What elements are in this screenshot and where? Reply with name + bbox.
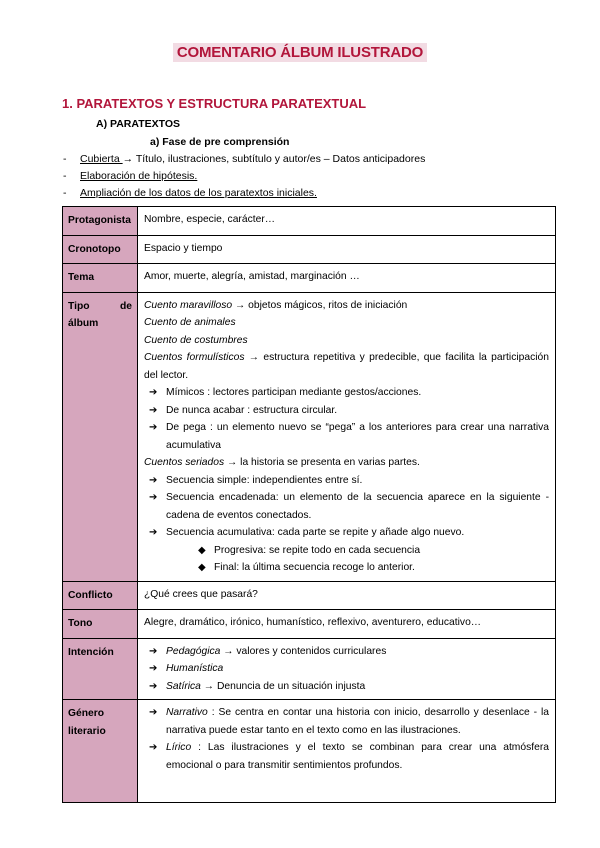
italic-term: Satírica xyxy=(166,680,201,692)
arrow-item xyxy=(144,643,549,661)
label-part: álbum xyxy=(68,318,99,329)
row-label xyxy=(63,700,138,803)
table-row xyxy=(63,207,556,236)
arrow-item: ➔ Secuencia simple: independientes entre sí. xyxy=(144,472,549,490)
bullet-item: - Ampliación de los datos de los paratextos iniciales. xyxy=(63,187,317,199)
row-value: ¿Qué crees que pasará? xyxy=(138,581,556,610)
bullet-text: → Título, ilustraciones, subtítulo y autor/es – Datos anticipadores xyxy=(122,153,426,165)
row-value: Espacio y tiempo xyxy=(138,235,556,264)
arrow-item xyxy=(144,660,549,678)
list-item xyxy=(144,314,549,332)
row-value: Amor, muerte, alegría, amistad, marginación … xyxy=(138,264,556,293)
row-value xyxy=(138,638,556,700)
subsection-heading: A) PARATEXTOS xyxy=(96,118,181,130)
item-text: → valores y contenidos curriculares xyxy=(220,645,387,657)
table-row xyxy=(63,292,556,581)
diamond-item: ◆ Progresiva: se repite todo en cada secuencia xyxy=(144,542,549,560)
italic-term: Narrativo xyxy=(166,707,208,718)
arrow-item: ➔ De pega : un elemento nuevo se “pega” a los anteriores para crear una narrativa acumulativa xyxy=(144,419,549,454)
item-text: : Se centra en contar una historia con inicio, desarrollo y desenlace - la narrativa puede estar tanto en el texto como en las ilustraciones. xyxy=(166,707,549,736)
row-label: Conflicto xyxy=(63,581,138,610)
item-text: → la historia se presenta en varias partes. xyxy=(224,457,420,468)
bullet-item: - Elaboración de hipótesis. xyxy=(63,170,198,182)
document-title: COMENTARIO ÁLBUM ILUSTRADO xyxy=(173,43,427,62)
row-label: Tono xyxy=(63,610,138,639)
row-label: Cronotopo xyxy=(63,235,138,264)
label-part: Tipo xyxy=(68,300,90,312)
bullet-underlined: Ampliación de los datos de los paratextos iniciales. xyxy=(80,187,317,199)
section-heading: 1. PARATEXTOS Y ESTRUCTURA PARATEXTUAL xyxy=(62,96,367,111)
list-item xyxy=(144,454,549,472)
row-label: Intención xyxy=(63,638,138,700)
table-row xyxy=(63,700,556,803)
arrow-item xyxy=(144,739,549,774)
diamond-item: ◆ Final: la última secuencia recoge lo anterior. xyxy=(144,559,549,577)
italic-term: Cuentos formulísticos xyxy=(144,352,245,363)
italic-term: Cuento de costumbres xyxy=(144,334,248,346)
arrow-item: ➔ Mímicos : lectores participan mediante gestos/acciones. xyxy=(144,384,549,402)
row-value xyxy=(138,292,556,581)
arrow-item xyxy=(144,704,549,739)
italic-term: Humanística xyxy=(166,663,224,674)
item-text: → estructura repetitiva y predecible, que facilita la participación del lector. xyxy=(144,352,549,381)
table-row xyxy=(63,610,556,639)
arrow-item: ➔ Secuencia encadenada: un elemento de la secuencia aparece en la siguiente - cadena de eventos conectados. xyxy=(144,489,549,524)
bullet-underlined: Elaboración de hipótesis. xyxy=(80,170,198,182)
italic-term: Cuento maravilloso xyxy=(144,299,233,311)
table-row xyxy=(63,235,556,264)
italic-term: Cuento de animales xyxy=(144,317,236,328)
label-part: Género xyxy=(68,708,105,719)
item-text: → objetos mágicos, ritos de iniciación xyxy=(232,299,408,311)
bullet-item: - Cubierta → Título, ilustraciones, subtítulo y autor/es – Datos anticipadores xyxy=(63,153,426,165)
row-label: Tema xyxy=(63,264,138,293)
italic-term: Pedagógica xyxy=(166,645,221,657)
table-row xyxy=(63,581,556,610)
bullet-underlined: Cubierta xyxy=(80,153,123,165)
arrow-item xyxy=(144,678,549,696)
arrow-item: ➔ Secuencia acumulativa: cada parte se repite y añade algo nuevo. xyxy=(144,524,549,542)
item-text: → Denuncia de un situación injusta xyxy=(200,680,366,692)
row-value xyxy=(138,700,556,803)
italic-term: Lírico xyxy=(166,742,192,753)
subsubsection-heading: a) Fase de pre comprensión xyxy=(150,136,290,148)
italic-term: Cuentos seriados xyxy=(144,457,225,468)
table-row xyxy=(63,638,556,700)
row-label: Protagonista xyxy=(63,207,138,236)
list-item xyxy=(144,332,549,350)
label-part: de xyxy=(119,300,132,312)
arrow-item: ➔ De nunca acabar : estructura circular. xyxy=(144,402,549,420)
list-item xyxy=(144,349,549,384)
list-item xyxy=(144,297,549,315)
row-label xyxy=(63,292,138,581)
analysis-table xyxy=(62,206,556,803)
label-part: literario xyxy=(68,725,106,737)
row-value: Nombre, especie, carácter… xyxy=(138,207,556,236)
table-row xyxy=(63,264,556,293)
row-value: Alegre, dramático, irónico, humanístico, reflexivo, aventurero, educativo… xyxy=(138,610,556,639)
document-title-wrap xyxy=(0,44,600,62)
item-text: : Las ilustraciones y el texto se combinan para crear una atmósfera emocional o para transmitir sentimientos profundos. xyxy=(166,742,549,771)
